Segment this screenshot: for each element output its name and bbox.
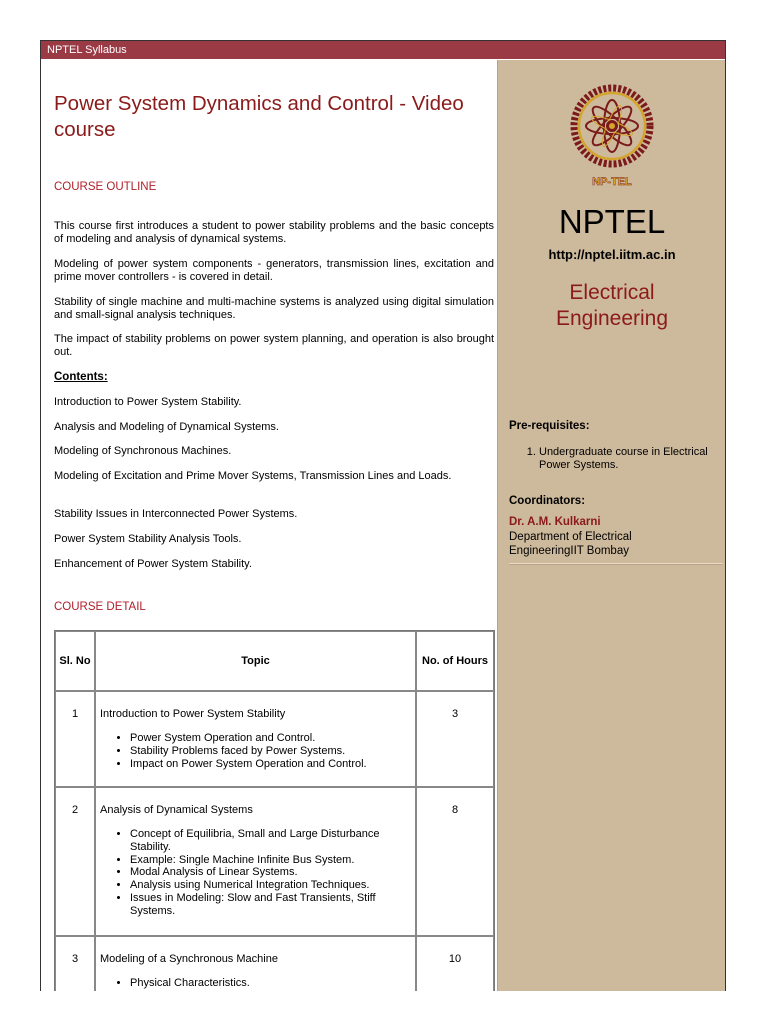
list-item: • Issues in Modeling: Slow and Fast Transients, Stiff Systems.: [130, 892, 411, 918]
row-hours: 10: [416, 936, 494, 991]
table-row: [55, 936, 494, 991]
topic-bullet-list: [100, 977, 411, 990]
sidebar-divider: [509, 563, 723, 565]
column-header-topic: Topic: [95, 631, 416, 691]
contents-item: Power System Stability Analysis Tools.: [54, 533, 242, 545]
logo-text: NP-TEL: [592, 176, 632, 188]
row-sl-no: 2: [55, 787, 95, 936]
contents-item: Introduction to Power System Stability.: [54, 396, 242, 408]
contents-item: Stability Issues in Interconnected Power Systems.: [54, 508, 298, 520]
column-header-sl-no: Sl. No: [55, 631, 95, 691]
row-topic: [95, 787, 416, 936]
outline-paragraph: The impact of stability problems on power system planning, and operation is also brought out.: [54, 333, 494, 359]
nptel-name: NPTEL: [558, 203, 666, 240]
row-topic: [95, 691, 416, 787]
list-item: • Physical Characteristics.: [130, 977, 411, 990]
contents-heading: Contents:: [54, 371, 108, 383]
contents-item: Analysis and Modeling of Dynamical Systems.: [54, 421, 279, 433]
table-row: [55, 787, 494, 936]
list-item: • Concept of Equilibria, Small and Large Disturbance Stability.: [130, 828, 411, 854]
topic-bullet-list: [100, 732, 411, 770]
list-item: • Analysis using Numerical Integration Techniques.: [130, 879, 411, 892]
main-content: [41, 60, 497, 991]
topic-title: Analysis of Dynamical Systems: [100, 804, 253, 816]
table-header-row: [55, 631, 494, 691]
list-item: • Power System Operation and Control.: [130, 732, 411, 745]
list-item: • Stability Problems faced by Power Systems.: [130, 745, 411, 758]
list-item: • Example: Single Machine Infinite Bus System.: [130, 854, 411, 867]
prerequisites-heading: Pre-requisites:: [509, 420, 590, 432]
discipline-title: Electrical Engineering: [555, 281, 669, 330]
coordinator-name: Dr. A.M. Kulkarni: [509, 516, 601, 528]
outline-paragraph: Stability of single machine and multi-machine systems is analyzed using digital simulation and small-signal analysis techniques.: [54, 296, 494, 322]
top-bar-label: NPTEL Syllabus: [47, 44, 127, 56]
course-detail-heading: COURSE DETAIL: [54, 601, 146, 613]
list-item: • Modal Analysis of Linear Systems.: [130, 866, 411, 879]
coordinators-heading: Coordinators:: [509, 495, 586, 507]
contents-item: Modeling of Synchronous Machines.: [54, 445, 232, 457]
row-hours: 3: [416, 691, 494, 787]
logo-wheel-icon: [574, 88, 650, 164]
coordinator-department: Department of Electrical EngineeringIIT Bombay: [509, 531, 632, 557]
course-title: Power System Dynamics and Control - Video course: [54, 92, 464, 141]
topic-title: Introduction to Power System Stability: [100, 708, 286, 720]
row-hours: 8: [416, 787, 494, 936]
table-row: [55, 691, 494, 787]
row-sl-no: 3: [55, 936, 95, 991]
column-header-hours: No. of Hours: [416, 631, 494, 691]
sidebar: [497, 60, 726, 991]
course-detail-table: [54, 630, 495, 991]
topic-title: Modeling of a Synchronous Machine: [100, 953, 278, 965]
topic-bullet-list: [100, 828, 411, 918]
page-frame: [40, 40, 726, 991]
outline-paragraph: Modeling of power system components - generators, transmission lines, excitation and prime mover controllers - is covered in detail.: [54, 258, 494, 284]
course-outline-heading: COURSE OUTLINE: [54, 181, 157, 193]
nptel-url-link[interactable]: http://nptel.iitm.ac.in: [548, 247, 676, 262]
contents-item: Modeling of Excitation and Prime Mover Systems, Transmission Lines and Loads.: [54, 470, 452, 482]
prerequisites-list: [509, 446, 719, 472]
contents-item: Enhancement of Power System Stability.: [54, 558, 252, 570]
nptel-logo: [566, 80, 658, 190]
outline-paragraph: This course first introduces a student to power stability problems and the basic concepts of modeling and analysis of dynamical systems.: [54, 220, 494, 246]
top-bar: [41, 41, 725, 59]
list-item: • Impact on Power System Operation and Control.: [130, 758, 411, 771]
list-item: 1. Undergraduate course in Electrical Power Systems.: [539, 446, 719, 472]
row-topic: [95, 936, 416, 991]
row-sl-no: 1: [55, 691, 95, 787]
